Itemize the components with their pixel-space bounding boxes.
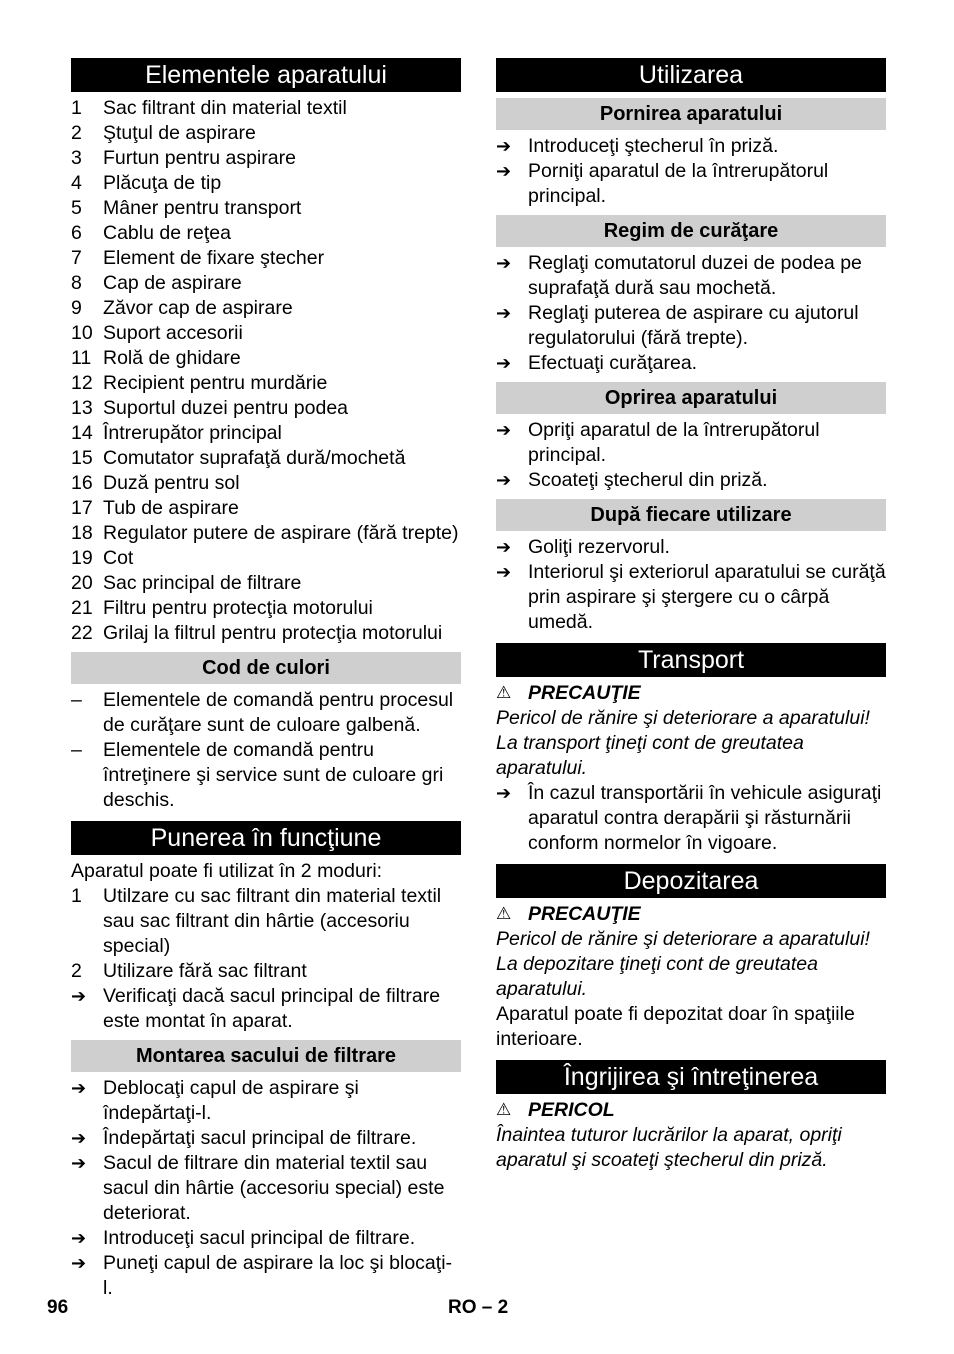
after-steps-list xyxy=(496,535,886,635)
step-item xyxy=(496,468,886,493)
step-item-text: Scoateţi ştecherul din priză. xyxy=(528,469,768,491)
list-item xyxy=(71,496,461,521)
step-item xyxy=(496,251,886,301)
list-item-text: Suport accesorii xyxy=(103,322,243,344)
step-item xyxy=(71,1251,461,1301)
list-item xyxy=(71,246,461,271)
list-item-text: Suportul duzei pentru podea xyxy=(103,397,349,419)
list-item-text: Grilaj la filtrul pentru protecţia motorului xyxy=(103,622,443,644)
arrow-icon: ➔ xyxy=(71,986,87,1007)
step-item xyxy=(496,134,886,159)
storage-warning-label xyxy=(496,902,886,927)
item-number: 12 xyxy=(71,372,93,394)
section-heading-transport: Transport xyxy=(496,643,886,677)
subsection-heading-cleaning: Regim de curăţare xyxy=(496,215,886,247)
list-item xyxy=(71,621,461,646)
transport-warning-label xyxy=(496,681,886,706)
list-item-text: Comutator suprafaţă dură/mochetă xyxy=(103,447,406,469)
step-item-text: Reglaţi puterea de aspirare cu ajutorul regulatorului (fără trepte). xyxy=(528,302,859,349)
step-item-text: Introduceţi ştecherul în priză. xyxy=(528,135,779,157)
subsection-heading-mount-filter: Montarea sacului de filtrare xyxy=(71,1040,461,1072)
step-item xyxy=(496,159,886,209)
step-item-text: Porniţi aparatul de la întrerupătorul principal. xyxy=(528,160,829,207)
step-item xyxy=(496,560,886,635)
list-item xyxy=(71,421,461,446)
list-item-text: Regulator putere de aspirare (fără trepte) xyxy=(103,522,459,544)
startup-modes-list xyxy=(71,884,461,984)
arrow-icon: ➔ xyxy=(496,353,512,374)
warning-icon: ⚠ xyxy=(496,1100,512,1120)
arrow-icon: ➔ xyxy=(71,1153,87,1174)
item-number: 16 xyxy=(71,472,93,494)
step-item xyxy=(71,1076,461,1126)
step-item-text: Interiorul şi exteriorul aparatului se curăţă prin aspirare şi ştergere cu o cârpă umedă. xyxy=(528,561,886,633)
list-item xyxy=(71,296,461,321)
arrow-icon: ➔ xyxy=(496,537,512,558)
item-number: 3 xyxy=(71,147,82,169)
list-item xyxy=(71,221,461,246)
item-number: 18 xyxy=(71,522,93,544)
list-item xyxy=(71,371,461,396)
arrow-icon: ➔ xyxy=(71,1128,87,1149)
transport-step-text: În cazul transportării în vehicule asiguraţi aparatul contra derapării şi răsturnării conform normelor în vigoare. xyxy=(528,782,882,854)
step-item-text: Introduceţi sacul principal de filtrare. xyxy=(103,1227,416,1249)
transport-warning-body: Pericol de rănire şi deteriorare a aparatului! La transport ţineţi cont de greutatea aparatului. xyxy=(496,707,870,779)
list-item xyxy=(71,596,461,621)
item-number: 22 xyxy=(71,622,93,644)
step-item-text: Goliţi rezervorul. xyxy=(528,536,670,558)
item-number: 15 xyxy=(71,447,93,469)
item-number: 8 xyxy=(71,272,82,294)
transport-step xyxy=(496,781,886,856)
step-item-text: Sacul de filtrare din material textil sau sacul din hârtie (accesoriu special) este deteriorat. xyxy=(103,1152,445,1224)
list-item xyxy=(71,96,461,121)
elements-list xyxy=(71,96,461,646)
list-item-text: Tub de aspirare xyxy=(103,497,239,519)
list-item xyxy=(71,271,461,296)
list-item-text: Zăvor cap de aspirare xyxy=(103,297,293,319)
item-number: 1 xyxy=(71,885,82,907)
dash-marker: – xyxy=(71,689,82,711)
step-item-text: Opriţi aparatul de la întrerupătorul principal. xyxy=(528,419,820,466)
list-item xyxy=(71,196,461,221)
list-item xyxy=(71,959,461,984)
arrow-icon: ➔ xyxy=(71,1253,87,1274)
section-heading-use: Utilizarea xyxy=(496,58,886,92)
section-heading-care: Îngrijirea şi întreţinerea xyxy=(496,1060,886,1094)
arrow-icon: ➔ xyxy=(496,783,512,804)
list-item-text: Cot xyxy=(103,547,134,569)
stop-steps-list xyxy=(496,418,886,493)
arrow-icon: ➔ xyxy=(496,136,512,157)
list-item-text: Cap de aspirare xyxy=(103,272,242,294)
step-item-text: Efectuaţi curăţarea. xyxy=(528,352,698,374)
arrow-icon: ➔ xyxy=(496,562,512,583)
left-column xyxy=(71,58,461,1301)
list-item-text: Elementele de comandă pentru procesul de curăţare sunt de culoare galbenă. xyxy=(103,689,454,736)
right-column xyxy=(496,58,886,1173)
list-item-text: Filtru pentru protecţia motorului xyxy=(103,597,373,619)
footer-section-label: RO – 2 xyxy=(448,1297,509,1318)
list-item-text: Duză pentru sol xyxy=(103,472,240,494)
mount-steps-list xyxy=(71,1076,461,1301)
subsection-heading-color-code: Cod de culori xyxy=(71,652,461,684)
step-item xyxy=(496,418,886,468)
step-item xyxy=(496,301,886,351)
list-item xyxy=(71,321,461,346)
subsection-heading-stop: Oprirea aparatului xyxy=(496,382,886,414)
arrow-icon: ➔ xyxy=(496,420,512,441)
list-item xyxy=(71,521,461,546)
storage-warning-body: Pericol de rănire şi deteriorare a aparatului! La depozitare ţineţi cont de greutatea aparatului. xyxy=(496,928,870,1000)
warning-icon: ⚠ xyxy=(496,683,512,703)
startup-step-text: Verificaţi dacă sacul principal de filtrare este montat în aparat. xyxy=(103,985,441,1032)
step-item-text: Puneţi capul de aspirare la loc şi blocaţi-l. xyxy=(103,1252,453,1299)
item-number: 1 xyxy=(71,97,82,119)
list-item-text: Ştuţul de aspirare xyxy=(103,122,256,144)
item-number: 2 xyxy=(71,960,82,982)
storage-note: Aparatul poate fi depozitat doar în spaţiile interioare. xyxy=(496,1003,855,1050)
list-item xyxy=(71,346,461,371)
list-item xyxy=(71,571,461,596)
item-number: 2 xyxy=(71,122,82,144)
startup-intro: Aparatul poate fi utilizat în 2 moduri: xyxy=(71,860,383,882)
list-item xyxy=(71,546,461,571)
arrow-icon: ➔ xyxy=(496,303,512,324)
clean-steps-list xyxy=(496,251,886,376)
startup-step xyxy=(71,984,461,1034)
list-item xyxy=(71,121,461,146)
item-number: 6 xyxy=(71,222,82,244)
section-heading-elements: Elementele aparatului xyxy=(71,58,461,92)
step-item-text: Deblocaţi capul de aspirare şi îndepărtaţi-l. xyxy=(103,1077,359,1124)
storage-warning-text: PRECAUŢIE xyxy=(528,903,641,925)
list-item-text: Plăcuţa de tip xyxy=(103,172,222,194)
item-number: 9 xyxy=(71,297,82,319)
item-number: 13 xyxy=(71,397,93,419)
list-item-text: Furtun pentru aspirare xyxy=(103,147,296,169)
section-heading-storage: Depozitarea xyxy=(496,864,886,898)
item-number: 4 xyxy=(71,172,82,194)
item-number: 7 xyxy=(71,247,82,269)
list-item xyxy=(71,471,461,496)
care-warning-text: PERICOL xyxy=(528,1099,615,1121)
list-item-text: Recipient pentru murdărie xyxy=(103,372,328,394)
item-number: 11 xyxy=(71,347,92,369)
item-number: 5 xyxy=(71,197,82,219)
list-item-text: Element de fixare ştecher xyxy=(103,247,325,269)
item-number: 20 xyxy=(71,572,93,594)
list-item-text: Utilzare cu sac filtrant din material textil sau sac filtrant din hârtie (accesoriu special) xyxy=(103,885,442,957)
list-item xyxy=(71,446,461,471)
list-item-text: Sac principal de filtrare xyxy=(103,572,302,594)
arrow-icon: ➔ xyxy=(71,1228,87,1249)
list-item xyxy=(71,396,461,421)
transport-warning-text: PRECAUŢIE xyxy=(528,682,641,704)
list-item-text: Sac filtrant din material textil xyxy=(103,97,347,119)
list-item-text: Elementele de comandă pentru întreţinere şi service sunt de culoare gri deschis. xyxy=(103,739,444,811)
color-code-list xyxy=(71,688,461,813)
arrow-icon: ➔ xyxy=(496,470,512,491)
item-number: 17 xyxy=(71,497,93,519)
list-item xyxy=(71,146,461,171)
step-item xyxy=(496,535,886,560)
step-item xyxy=(71,1226,461,1251)
arrow-icon: ➔ xyxy=(496,161,512,182)
list-item-text: Mâner pentru transport xyxy=(103,197,302,219)
item-number: 14 xyxy=(71,422,93,444)
list-item xyxy=(71,171,461,196)
start-steps-list xyxy=(496,134,886,209)
care-warning-body: Înaintea tuturor lucrărilor la aparat, opriţi aparatul şi scoateţi ştecherul din priză. xyxy=(496,1124,842,1171)
subsection-heading-after-use: După fiecare utilizare xyxy=(496,499,886,531)
list-item-text: Utilizare fără sac filtrant xyxy=(103,960,307,982)
list-item-text: Întrerupător principal xyxy=(103,422,282,444)
list-item-text: Rolă de ghidare xyxy=(103,347,241,369)
step-item-text: Reglaţi comutatorul duzei de podea pe suprafaţă dură sau mochetă. xyxy=(528,252,862,299)
subsection-heading-start: Pornirea aparatului xyxy=(496,98,886,130)
dash-marker: – xyxy=(71,739,82,761)
list-item xyxy=(71,738,461,813)
page-number: 96 xyxy=(47,1297,69,1318)
step-item xyxy=(71,1126,461,1151)
step-item xyxy=(496,351,886,376)
care-warning-label xyxy=(496,1098,886,1123)
step-item-text: Îndepărtaţi sacul principal de filtrare. xyxy=(103,1127,417,1149)
list-item-text: Cablu de reţea xyxy=(103,222,231,244)
section-heading-startup: Punerea în funcţiune xyxy=(71,821,461,855)
step-item xyxy=(71,1151,461,1226)
item-number: 19 xyxy=(71,547,93,569)
list-item xyxy=(71,688,461,738)
item-number: 10 xyxy=(71,322,93,344)
warning-icon: ⚠ xyxy=(496,904,512,924)
arrow-icon: ➔ xyxy=(71,1078,87,1099)
list-item xyxy=(71,884,461,959)
item-number: 21 xyxy=(71,597,93,619)
arrow-icon: ➔ xyxy=(496,253,512,274)
